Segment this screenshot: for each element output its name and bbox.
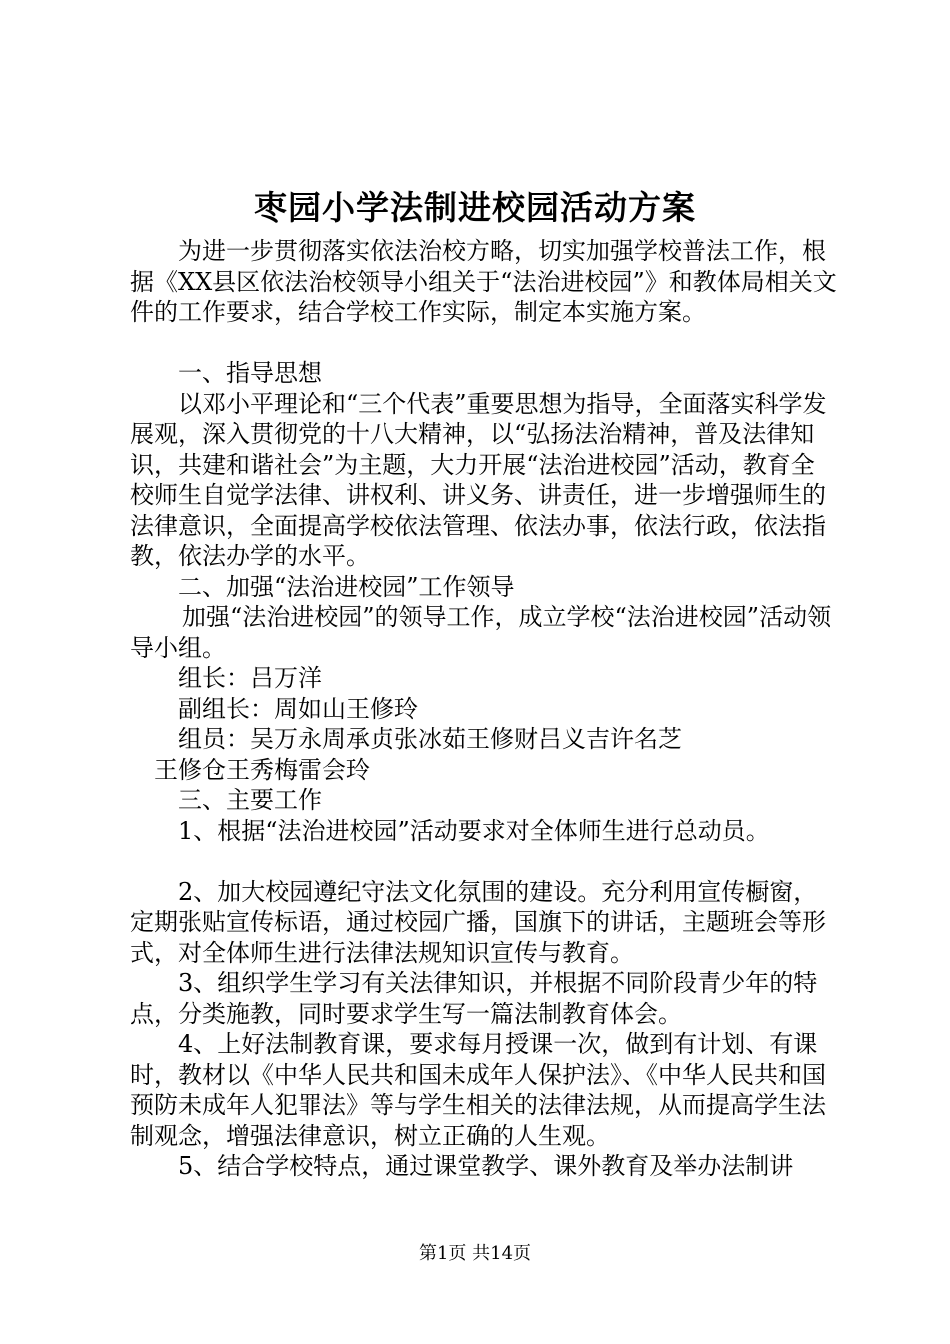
work-item-2: 2、加大校园遵纪守法文化氛围的建设。充分利用宣传橱窗，定期张贴宣传标语，通过校园广播，国旗下的讲话，主题班会等形式，对全体师生进行法律法规知识宣传与教育。 <box>130 877 826 967</box>
work-item-5: 5、结合学校特点，通过课堂教学、课外教育及举办法制讲 <box>178 1152 794 1180</box>
guiding-thought-paragraph: 以邓小平理论和“三个代表”重要思想为指导，全面落实科学发展观，深入贯彻党的十八大精神，以“弘扬法治精神，普及法律知识，共建和谐社会”为主题，大力开展“法治进校园”活动，教育全校师生自觉学法律、讲权利、讲义务、讲责任，进一步增强师生的法律意识，全面提高学校依法管理、依法办事，依法行政，依法指教，依法办学的水平。 <box>130 389 827 570</box>
section-heading-leadership: 二、加强“法治进校园”工作领导 <box>178 572 515 601</box>
work-item-1: 1、根据“法治进校园”活动要求对全体师生进行总动员。 <box>178 816 770 845</box>
deputy-leader-line: 副组长：周如山王修玲 <box>178 694 418 723</box>
group-members-line: 组员：吴万永周承贞张冰茹王修财吕义吉许名芝 <box>178 725 682 753</box>
group-leader-line: 组长：吕万洋 <box>178 664 322 692</box>
section-heading-guiding-thought: 一、指导思想 <box>178 359 322 387</box>
document-title: 枣园小学法制进校园活动方案 <box>254 188 696 227</box>
work-item-3: 3、组织学生学习有关法律知识，并根据不同阶段青少年的特点，分类施教，同时要求学生写一篇法制教育体会。 <box>130 969 818 1028</box>
work-item-4: 4、上好法制教育课，要求每月授课一次，做到有计划、有课时，教材以《中华人民共和国未成年人保护法》、《中华人民共和国预防未成年人犯罪法》等与学生相关的法律法规，从而提高学生法制观念，增强法律意识，树立正确的人生观。 <box>130 1030 826 1150</box>
document-body <box>130 236 838 1182</box>
intro-paragraph: 为进一步贯彻落实依法治校方略，切实加强学校普法工作，根据《XX县区依法治校领导小组关于“法治进校园”》和教体局相关文件的工作要求，结合学校工作实际，制定本实施方案。 <box>130 237 837 326</box>
paragraph-gap <box>130 846 838 877</box>
paragraph-gap <box>130 328 838 359</box>
group-members-continued-line: 王修仓王秀梅雷会玲 <box>154 755 370 784</box>
section-heading-main-work: 三、主要工作 <box>178 786 322 814</box>
leadership-paragraph: 加强“法治进校园”的领导工作，成立学校“法治进校园”活动领导小组。 <box>130 603 832 662</box>
page-footer: 第1页 共14页 <box>418 1243 532 1264</box>
